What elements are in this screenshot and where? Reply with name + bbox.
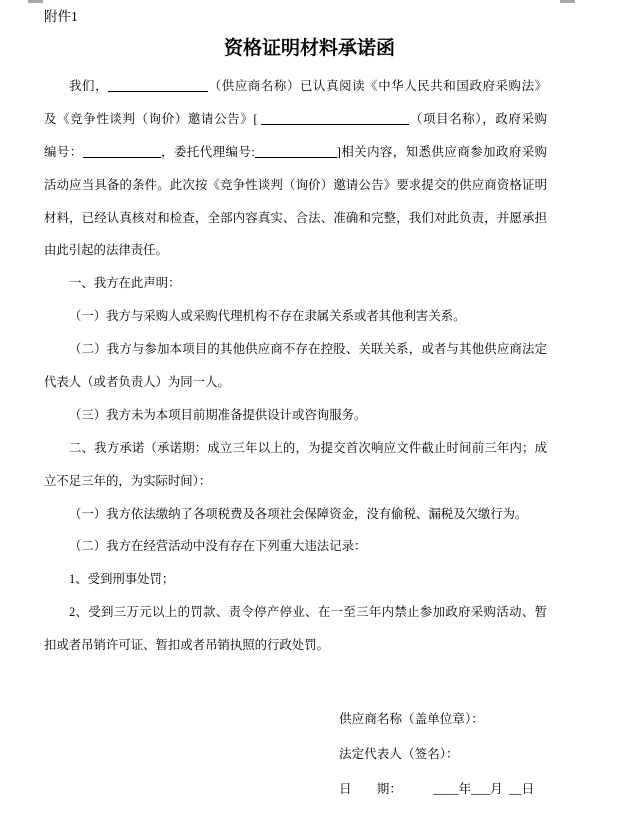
text-run: 立不足三年的，为实际时间）： [44, 473, 212, 488]
document-title: 资格证明材料承诺函 [223, 38, 395, 59]
paragraph-line [44, 136, 547, 169]
text-run: 我们， [69, 79, 109, 93]
text-run: 及《竞争性谈判（询价）邀请公告》[ [44, 111, 262, 126]
paragraph-line [44, 596, 547, 629]
paragraph-line [44, 103, 547, 136]
document-body [44, 70, 547, 662]
paragraph-line [44, 366, 547, 399]
signature-line: 法定代表人（签名）： [339, 747, 459, 761]
text-run: ，委托代理编号: [160, 144, 255, 159]
blank-fill-in-field[interactable] [108, 88, 208, 92]
paragraph-line [44, 432, 547, 465]
text-run: 由此引起的法律责任。 [44, 243, 168, 258]
text-run: （供应商名称）已认真阅读《中华人民共和国政府采购法》 [208, 79, 548, 93]
signature-block [339, 702, 534, 807]
signature-line: 日 期： ____年___月 __日 [339, 782, 535, 796]
paragraph-line [44, 563, 547, 596]
paragraph-line [44, 267, 547, 300]
text-run: （三）我方未为本项目前期准备提供设计或咨询服务。 [69, 407, 367, 422]
paragraph-line [44, 202, 547, 235]
text-run: （二）我方与参加本项目的其他供应商不存在控股、关联关系，或者与其他供应商法定 [69, 342, 547, 357]
paragraph-line [44, 629, 547, 662]
paragraph-line [44, 498, 547, 531]
text-run: 活动应当具备的条件。此次按《竞争性谈判（询价）邀请公告》要求提交的供应商资格证明 [44, 177, 547, 192]
paragraph-line [44, 530, 547, 563]
text-run: 1、受到刑事处罚； [69, 572, 175, 587]
text-run: （二）我方在经营活动中没有存在下列重大违法记录： [69, 539, 367, 554]
paragraph-line [44, 234, 547, 267]
attachment-label: 附件1 [44, 9, 78, 24]
text-run: 扣或者吊销许可证、暂扣或者吊销执照的行政处罚。 [44, 638, 329, 653]
paragraph-line [44, 465, 547, 498]
text-run: （一）我方依法缴纳了各项税费及各项社会保障资金，没有偷税、漏税及欠缴行为。 [69, 506, 528, 521]
blank-fill-in-field[interactable] [261, 121, 409, 125]
text-run: 2、受到三万元以上的罚款、责令停产停业、在一至三年内禁止参加政府采购活动、暂 [69, 605, 547, 620]
paragraph-line [44, 169, 547, 202]
text-run: （一）我方与采购人或采购代理机构不存在隶属关系或者其他利害关系。 [69, 309, 466, 324]
blank-fill-in-field[interactable] [255, 154, 337, 158]
text-run: ]相关内容，知悉供应商参加政府采购 [336, 144, 547, 159]
margin-crop-mark-right [560, 0, 575, 3]
text-run: 代表人（或者负责人）为同一人。 [44, 375, 230, 390]
text-run: 一、我方在此声明： [69, 276, 181, 291]
text-run: 二、我方承诺（承诺期：成立三年以上的，为提交首次响应文件截止时间前三年内；成 [69, 440, 547, 455]
text-run: （项目名称），政府采购 [409, 111, 547, 126]
text-run: 材料，已经认真核对和检查，全部内容真实、合法、准确和完整，我们对此负责，并愿承担 [44, 210, 547, 225]
paragraph-line [44, 300, 547, 333]
margin-crop-mark-left [28, 0, 43, 3]
blank-fill-in-field[interactable] [83, 154, 161, 158]
signature-line: 供应商名称（盖单位章）： [339, 712, 484, 726]
paragraph-line [44, 333, 547, 366]
paragraph-line [44, 70, 547, 103]
paragraph-line [44, 399, 547, 432]
text-run: 编号： [44, 144, 83, 159]
